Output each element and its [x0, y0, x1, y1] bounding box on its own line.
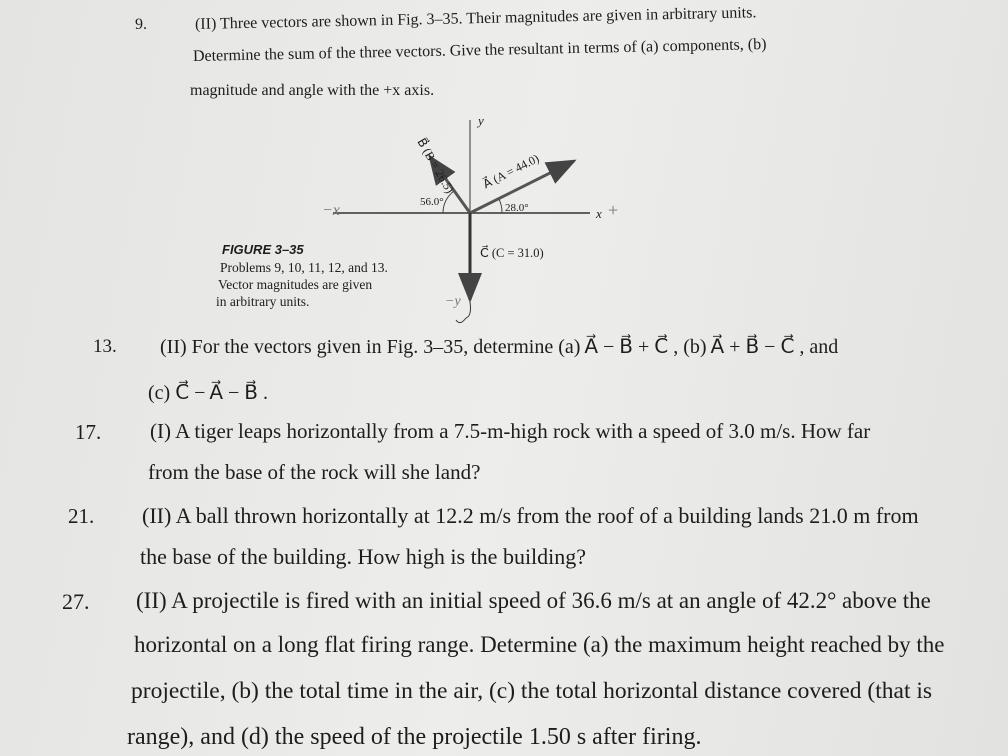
- vector-a-label: A⃗ (A = 44.0): [480, 151, 542, 192]
- problem-text-line: magnitude and angle with the +x axis.: [190, 82, 435, 99]
- problem-number: 21.: [68, 504, 95, 528]
- angle-b-label: 56.0°: [420, 196, 444, 208]
- problem-number: 13.: [93, 336, 117, 357]
- vector-c-label: C⃗ (C = 31.0): [480, 246, 544, 260]
- figure-caption-line: Vector magnitudes are given: [218, 277, 373, 292]
- problem-text-line: (II) A projectile is fired with an initial speed of 36.6 m/s at an angle of 42.2° above the: [136, 588, 931, 613]
- figure-caption-line: Problems 9, 10, 11, 12, and 13.: [220, 260, 388, 275]
- handwritten-plus-x: +: [608, 200, 619, 220]
- x-axis-label: x: [596, 206, 602, 221]
- problem-text-line: (II) For the vectors given in Fig. 3–35, determine (a) A⃗ − B⃗ + C⃗ , (b) A⃗ + B⃗ − C⃗ , and: [160, 336, 839, 358]
- problem-text-line: (II) A ball thrown horizontally at 12.2 m/s from the roof of a building lands 21.0 m from: [142, 503, 919, 528]
- handwritten-minus-x: −x: [322, 202, 340, 219]
- problem-text-line: horizontal on a long flat firing range. Determine (a) the maximum height reached by the: [134, 632, 945, 657]
- problem-text-line: from the base of the rock will she land?: [148, 460, 481, 484]
- handwritten-minus-y: −y: [445, 294, 461, 309]
- problem-text-line: Determine the sum of the three vectors. Give the resultant in terms of (a) components, (b): [192, 35, 767, 65]
- problem-number: 9.: [135, 16, 147, 33]
- figure-caption-line: in arbitrary units.: [216, 294, 310, 309]
- problem-number: 27.: [62, 589, 90, 614]
- figure-title: FIGURE 3–35: [222, 242, 304, 257]
- vector-b-label: B⃗ (B = 26.5): [414, 135, 457, 196]
- problem-text-line: (II) Three vectors are shown in Fig. 3–35. Their magnitudes are given in arbitrary units.: [194, 4, 757, 33]
- problem-text-line: (I) A tiger leaps horizontally from a 7.5-m-high rock with a speed of 3.0 m/s. How far: [150, 419, 871, 443]
- problem-number: 17.: [75, 420, 102, 444]
- problem-text-line: projectile, (b) the total time in the air, (c) the total horizontal distance covered (that is: [131, 678, 933, 704]
- problem-text-line: range), and (d) the speed of the projectile 1.50 s after firing.: [127, 724, 702, 750]
- problem-text-line: (c) C⃗ − A⃗ − B⃗ .: [148, 382, 269, 404]
- problem-text-line: the base of the building. How high is the building?: [140, 544, 587, 569]
- y-axis-label: y: [478, 113, 484, 128]
- angle-arc-a: [499, 199, 502, 213]
- angle-a-label: 28.0°: [505, 202, 529, 214]
